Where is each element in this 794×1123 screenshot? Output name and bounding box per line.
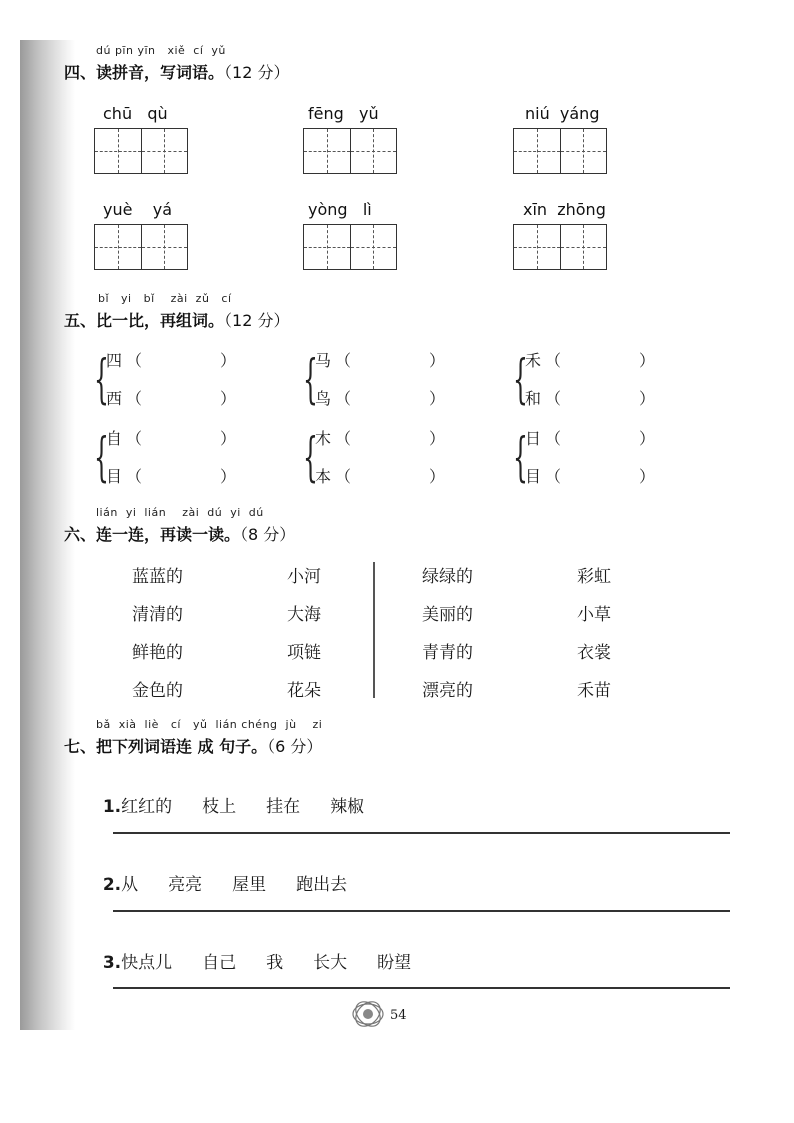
answer-paren[interactable]: （ [335, 351, 352, 370]
compare-pair [94, 424, 244, 504]
section5-title-pinyin: bǐ yi bǐ zài zǔ cí [98, 292, 232, 305]
section7-points: （6 分） [267, 737, 323, 756]
sentence-word: 快点儿 [121, 953, 173, 973]
answer-paren-close: ） [639, 351, 656, 370]
pinyin-label: chū qù [103, 104, 168, 123]
answer-paren-close: ） [639, 389, 656, 408]
answer-paren[interactable]: （ [335, 467, 352, 486]
pinyin-label: yòng lì [308, 200, 372, 219]
match-word[interactable]: 蓝蓝的 [132, 567, 183, 587]
match-word[interactable]: 鲜艳的 [132, 643, 183, 663]
compare-char: 日 [525, 429, 542, 448]
writing-grid[interactable] [303, 128, 397, 174]
sentence-item [92, 772, 364, 817]
answer-paren[interactable]: （ [545, 389, 562, 408]
item-number: 3. [102, 953, 122, 973]
page-number: 54 [390, 1008, 407, 1023]
brace-icon: { [94, 350, 109, 410]
sentence-word: 从 [121, 875, 139, 895]
section7-title: 七、把下列词语连 成 句子。（6 分） [64, 737, 323, 756]
flower-icon [350, 998, 386, 1030]
item-number: 2. [102, 875, 122, 895]
compare-char: 和 [525, 389, 542, 408]
answer-paren[interactable]: （ [545, 467, 562, 486]
answer-paren[interactable]: （ [545, 351, 562, 370]
brace-icon: { [513, 350, 528, 410]
compare-pair [303, 346, 453, 426]
section6-title: 六、连一连，再读一读。（8 分） [64, 525, 296, 544]
compare-char: 木 [315, 429, 332, 448]
compare-pair [303, 424, 453, 504]
compare-char: 马 [315, 351, 332, 370]
brace-icon: { [94, 428, 109, 488]
sentence-word: 红红的 [121, 797, 173, 817]
match-word[interactable]: 绿绿的 [422, 567, 473, 587]
match-word[interactable]: 彩虹 [577, 567, 611, 587]
sentence-item [92, 928, 411, 973]
writing-grid[interactable] [513, 128, 607, 174]
answer-paren-close: ） [220, 467, 237, 486]
brace-icon: { [513, 428, 528, 488]
pinyin-label: yuè yá [103, 200, 173, 219]
answer-paren-close: ） [639, 467, 656, 486]
answer-paren-close: ） [429, 467, 446, 486]
section7-title-pinyin: bǎ xià liè cí yǔ lián chéng jù zi [96, 718, 323, 731]
match-word[interactable]: 美丽的 [422, 605, 473, 625]
section5-points: （12 分） [224, 311, 290, 330]
match-word[interactable]: 大海 [287, 605, 321, 625]
answer-paren[interactable]: （ [335, 429, 352, 448]
match-word[interactable]: 衣裳 [577, 643, 611, 663]
answer-line[interactable] [113, 832, 730, 834]
sentence-item [92, 850, 347, 895]
writing-grid[interactable] [303, 224, 397, 270]
answer-paren-close: ） [429, 389, 446, 408]
answer-paren[interactable]: （ [335, 389, 352, 408]
compare-pair [94, 346, 244, 426]
sentence-word: 屋里 [232, 875, 267, 895]
compare-pair [513, 424, 663, 504]
sentence-word: 枝上 [202, 797, 237, 817]
match-word[interactable]: 花朵 [287, 681, 321, 701]
section4-title: 四、读拼音，写词语。（12 分） [64, 63, 290, 82]
section4-points: （12 分） [224, 63, 290, 82]
match-word[interactable]: 小草 [577, 605, 611, 625]
sentence-word: 自己 [202, 953, 237, 973]
answer-paren-close: ） [429, 429, 446, 448]
compare-char: 本 [315, 467, 332, 486]
section6-points: （8 分） [240, 525, 296, 544]
sentence-word: 跑出去 [296, 875, 348, 895]
compare-char: 禾 [525, 351, 542, 370]
match-word[interactable]: 漂亮的 [422, 681, 473, 701]
writing-grid[interactable] [513, 224, 607, 270]
answer-paren[interactable]: （ [126, 351, 143, 370]
pinyin-label: fēng yǔ [308, 104, 379, 123]
section4-title-pinyin: dú pīn yīn xiě cí yǔ [96, 44, 226, 57]
writing-grid[interactable] [94, 128, 188, 174]
item-number: 1. [102, 797, 122, 817]
section5-title: 五、比一比，再组词。（12 分） [64, 311, 290, 330]
answer-paren[interactable]: （ [126, 429, 143, 448]
compare-char: 目 [106, 467, 123, 486]
compare-pair [513, 346, 663, 426]
answer-paren-close: ） [220, 351, 237, 370]
writing-grid[interactable] [94, 224, 188, 270]
match-word[interactable]: 项链 [287, 643, 321, 663]
sentence-word: 盼望 [377, 953, 412, 973]
sentence-word: 长大 [313, 953, 348, 973]
answer-line[interactable] [113, 987, 730, 989]
sentence-word: 挂在 [266, 797, 301, 817]
compare-char: 鸟 [315, 389, 332, 408]
match-word[interactable]: 青青的 [422, 643, 473, 663]
section6-title-pinyin: lián yi lián zài dú yi dú [96, 506, 264, 519]
answer-line[interactable] [113, 910, 730, 912]
column-divider [373, 562, 375, 698]
answer-paren-close: ） [639, 429, 656, 448]
pinyin-label: xīn zhōng [523, 200, 606, 219]
answer-paren-close: ） [220, 429, 237, 448]
answer-paren-close: ） [429, 351, 446, 370]
answer-paren-close: ） [220, 389, 237, 408]
compare-char: 四 [106, 351, 123, 370]
match-word[interactable]: 小河 [287, 567, 321, 587]
brace-icon: { [303, 428, 318, 488]
sentence-word: 我 [266, 953, 284, 973]
compare-char: 目 [525, 467, 542, 486]
answer-paren[interactable]: （ [126, 389, 143, 408]
compare-char: 西 [106, 389, 123, 408]
match-word[interactable]: 清清的 [132, 605, 183, 625]
brace-icon: { [303, 350, 318, 410]
match-word[interactable]: 禾苗 [577, 681, 611, 701]
answer-paren[interactable]: （ [545, 429, 562, 448]
compare-char: 自 [106, 429, 123, 448]
match-word[interactable]: 金色的 [132, 681, 183, 701]
sentence-word: 亮亮 [168, 875, 203, 895]
pinyin-label: niú yáng [525, 104, 600, 123]
sentence-word: 辣椒 [330, 797, 365, 817]
answer-paren[interactable]: （ [126, 467, 143, 486]
